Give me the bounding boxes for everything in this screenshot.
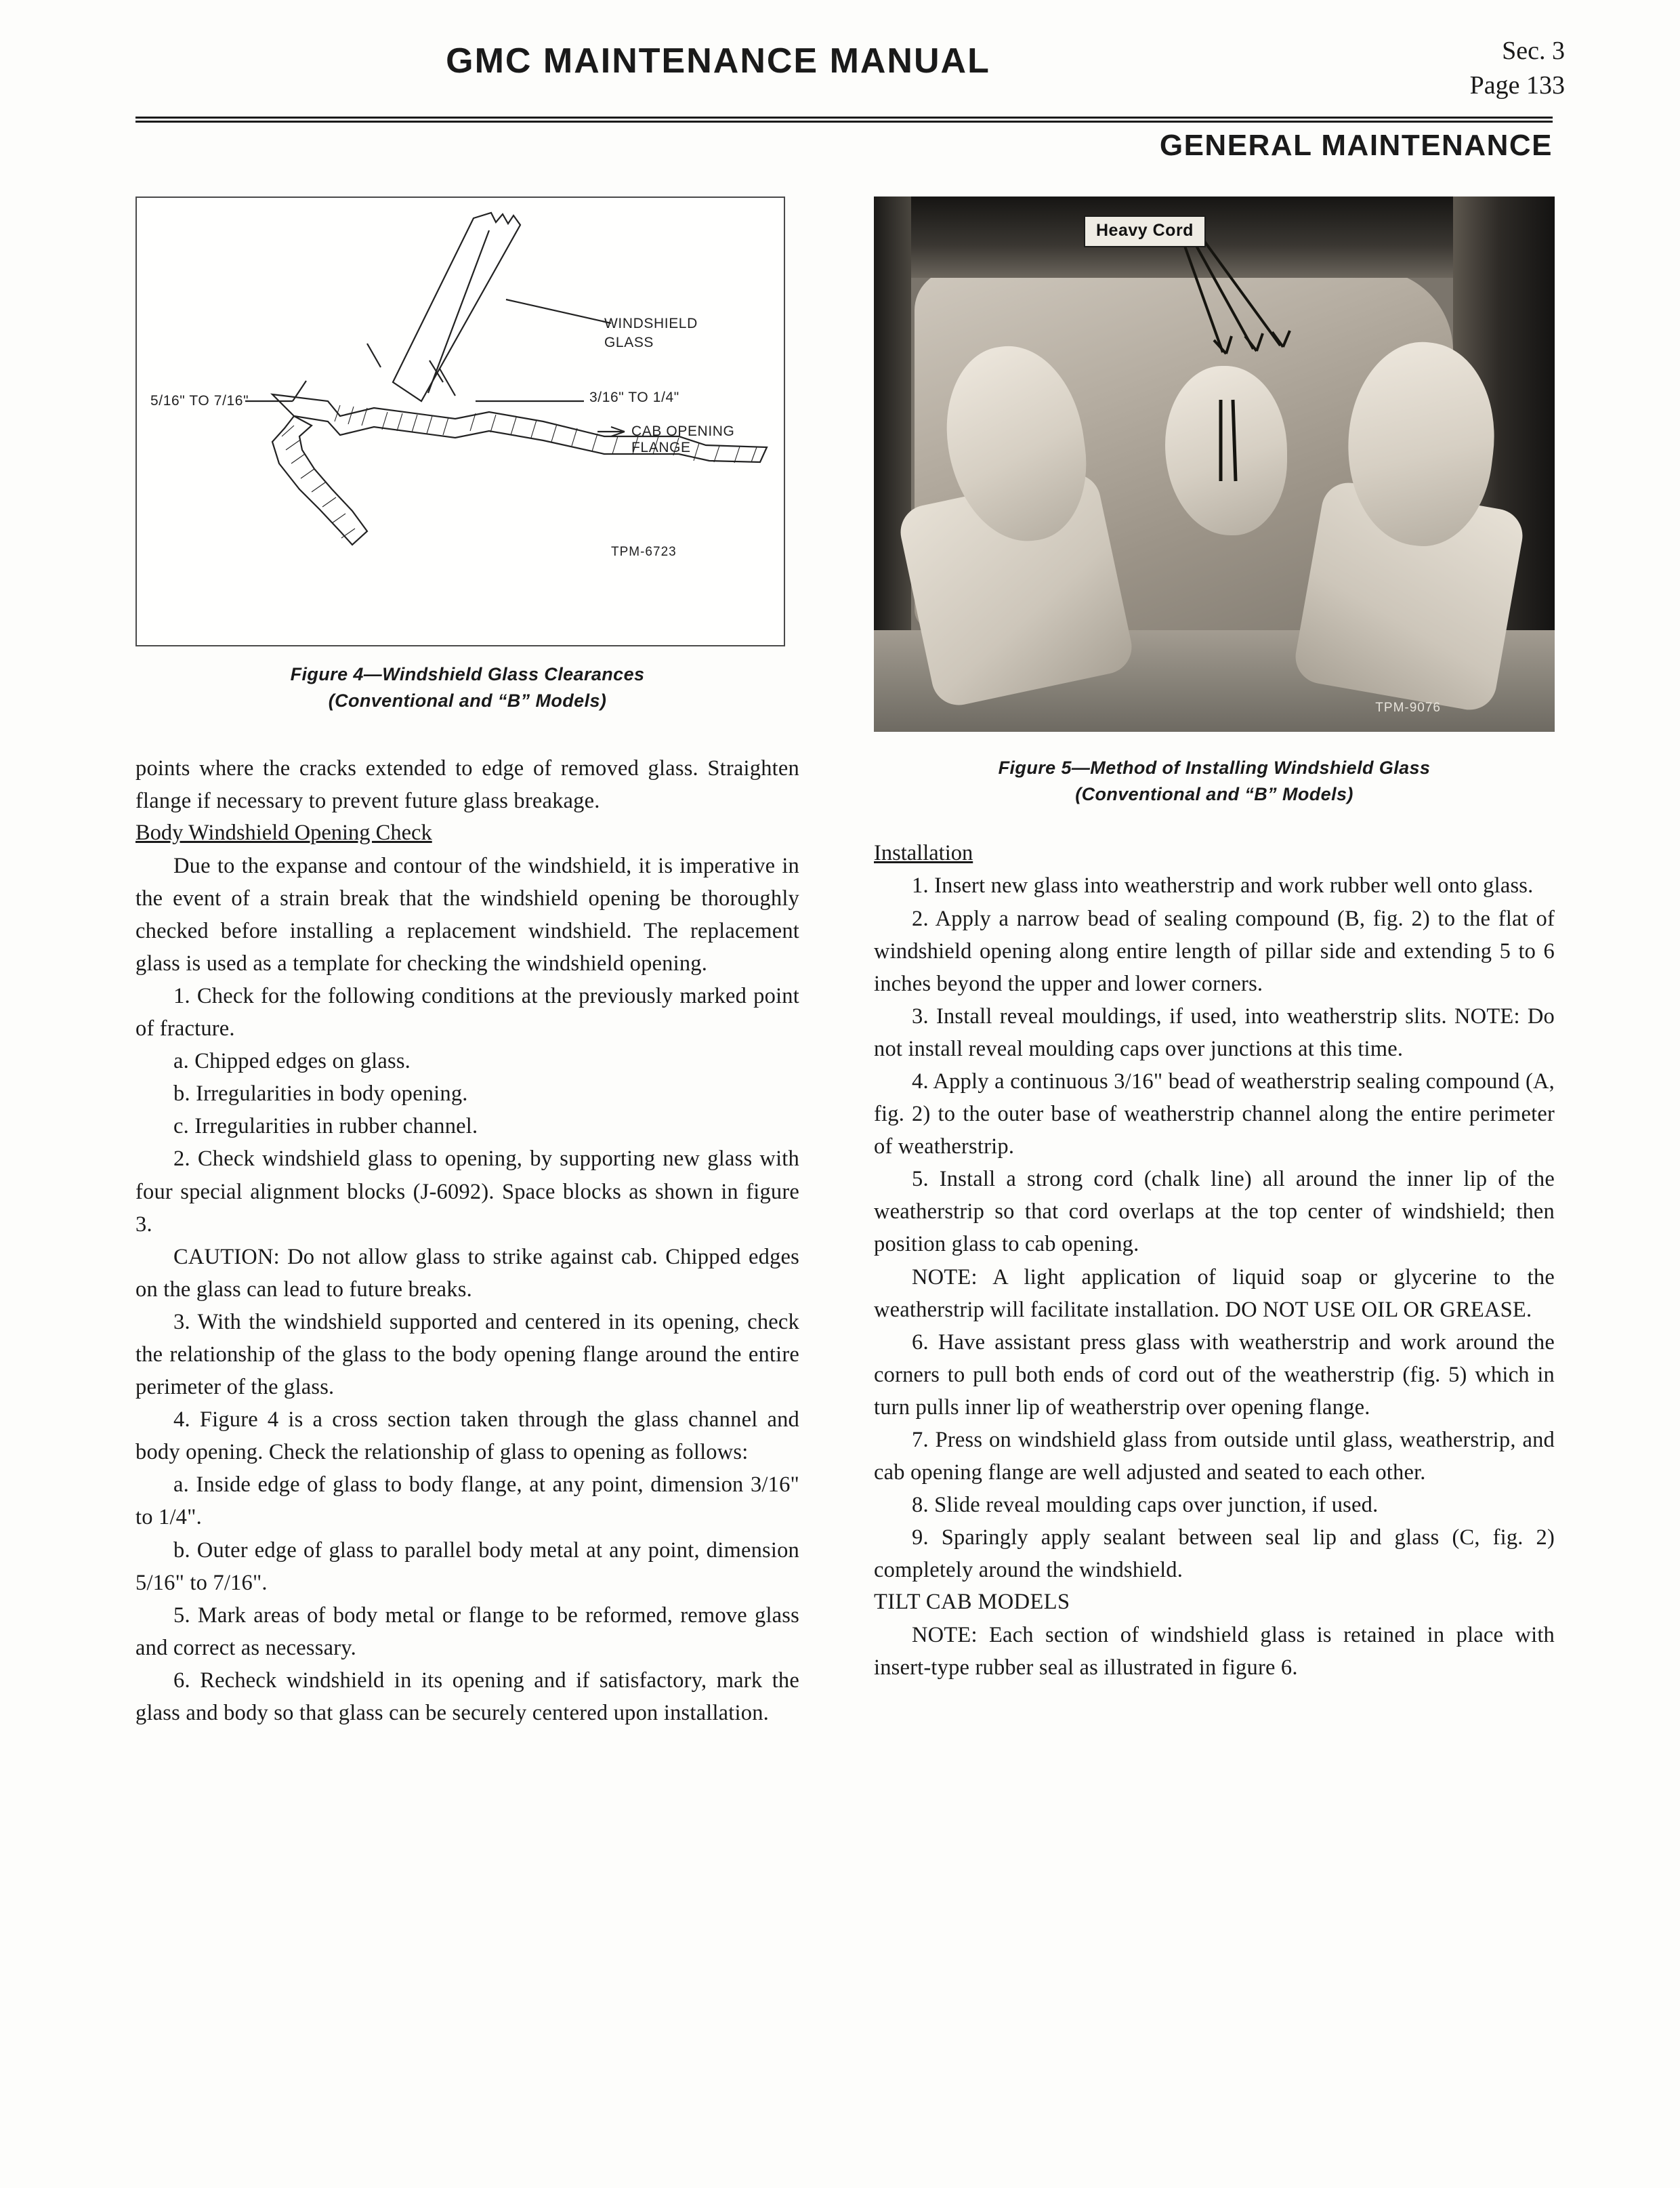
install-item-1: 1. Insert new glass into weatherstrip and work rubber well onto glass. (912, 873, 1534, 899)
figure-4-caption-line2: (Conventional and “B” Models) (328, 690, 607, 711)
list-item-1c: c. Irregularities in rubber channel. (173, 1114, 478, 1139)
list-item-4b: b. Outer edge of glass to parallel body metal at any point, dimension 5/16" to 7/16". (135, 1537, 799, 1595)
figure-4-photo-id: TPM-6723 (611, 545, 677, 559)
figure-5-caption (874, 755, 1555, 808)
list-item-1: 1. Check for the following conditions at the previously marked point of fracture. (135, 983, 799, 1041)
figure-4-caption (135, 661, 799, 714)
caution-note: CAUTION: Do not allow glass to strike against cab. Chipped edges on the glass can lead to future breaks. (135, 1244, 799, 1302)
list-item-2: 2. Check windshield glass to opening, by supporting new glass with four special alignment blocks (J-6092). Space blocks as shown in figure 3. (135, 1147, 799, 1237)
figure-5-caption-line2: (Conventional and “B” Models) (1075, 784, 1353, 805)
install-item-6: 6. Have assistant press glass with weatherstrip and work around the corners to pull both ends of cord out of the weatherstrip (fig. 5) which in turn pulls inner lip of weatherstrip over opening flange. (874, 1329, 1555, 1420)
cord-arrows (874, 197, 1555, 732)
header-divider (135, 117, 1553, 123)
label-dim-inner: 3/16" TO 1/4" (589, 390, 679, 405)
figure-5-photo-id: TPM-9076 (1375, 701, 1441, 715)
manual-title: GMC MAINTENANCE MANUAL (446, 41, 990, 81)
list-item-1b: b. Irregularities in body opening. (173, 1081, 468, 1107)
install-item-2: 2. Apply a narrow bead of sealing compound (B, fig. 2) to the flat of windshield opening along entire length of pillar side and extending 5 to 6 inches beyond the upper and lower corners. (874, 906, 1555, 996)
paragraph-opening-check: Due to the expanse and contour of the windshield, it is imperative in the event of a strain break that the windshield opening be thoroughly checked before installing a replacement windshield. The replacement glass is used as a template for checking the windshield opening. (135, 853, 799, 976)
page-header (135, 37, 1565, 100)
tilt-cab-note: NOTE: Each section of windshield glass is retained in place with insert-type rubber seal as illustrated in figure 6. (874, 1622, 1555, 1680)
right-column-text (874, 838, 1555, 1684)
install-item-5: 5. Install a strong cord (chalk line) all around the inner lip of the weatherstrip so that cord overlaps at the top center of windshield; then position glass to cab opening. (874, 1167, 1555, 1257)
callout-heavy-cord: Heavy Cord (1084, 215, 1206, 247)
windshield-cross-section-diagram (137, 198, 784, 645)
label-dim-outer: 5/16" TO 7/16" (150, 393, 249, 409)
left-column-text (135, 752, 799, 1729)
list-item-3: 3. With the windshield supported and centered in its opening, check the relationship of the glass to the body opening flange around the entire perimeter of the glass. (135, 1309, 799, 1400)
right-column (874, 197, 1555, 1684)
install-note-1: NOTE: A light application of liquid soap or glycerine to the weatherstrip will facilitate installation. DO NOT USE OIL OR GREASE. (874, 1264, 1555, 1322)
figure-4-drawing (135, 197, 785, 646)
list-item-6: 6. Recheck windshield in its opening and if satisfactory, mark the glass and body so that glass can be securely centered upon installation. (135, 1668, 799, 1726)
left-column (135, 197, 799, 1729)
list-item-1a: a. Chipped edges on glass. (173, 1049, 411, 1074)
heading-body-windshield-opening-check: Body Windshield Opening Check (135, 821, 432, 846)
section-number: Sec. 3 (1502, 37, 1565, 65)
paragraph-intro: points where the cracks extended to edge of removed glass. Straighten flange if necessary to prevent future glass breakage. (135, 756, 799, 814)
install-item-3: 3. Install reveal mouldings, if used, into weatherstrip slits. NOTE: Do not install reveal moulding caps over junctions at this time. (874, 1004, 1555, 1061)
heading-tilt-cab-models: TILT CAB MODELS (874, 1590, 1070, 1615)
label-cab-opening-flange: CAB OPENING FLANGE (631, 424, 735, 455)
header-section-page (1470, 34, 1565, 104)
page-number: Page 133 (1469, 71, 1565, 100)
section-subtitle: GENERAL MAINTENANCE (1159, 129, 1553, 162)
install-item-7: 7. Press on windshield glass from outside until glass, weatherstrip, and cab opening flange are well adjusted and seated to each other. (874, 1428, 1555, 1485)
heading-installation: Installation (874, 841, 973, 866)
label-windshield-glass: WINDSHIELD GLASS (604, 316, 698, 351)
list-item-4a: a. Inside edge of glass to body flange, at any point, dimension 3/16" to 1/4". (135, 1472, 799, 1530)
list-item-4: 4. Figure 4 is a cross section taken through the glass channel and body opening. Check the relationship of glass to opening as follows: (135, 1407, 799, 1465)
figure-5-photo (874, 197, 1555, 732)
figure-4-caption-line1: Figure 4—Windshield Glass Clearances (290, 664, 645, 684)
install-item-9: 9. Sparingly apply sealant between seal lip and glass (C, fig. 2) completely around the windshield. (874, 1525, 1555, 1583)
install-item-4: 4. Apply a continuous 3/16" bead of weatherstrip sealing compound (A, fig. 2) to the outer base of weatherstrip channel along the entire perimeter of weatherstrip. (874, 1069, 1555, 1159)
list-item-5: 5. Mark areas of body metal or flange to be reformed, remove glass and correct as necessary. (135, 1603, 799, 1660)
figure-5-caption-line1: Figure 5—Method of Installing Windshield Glass (998, 758, 1431, 778)
install-item-8: 8. Slide reveal moulding caps over junction, if used. (912, 1493, 1379, 1518)
